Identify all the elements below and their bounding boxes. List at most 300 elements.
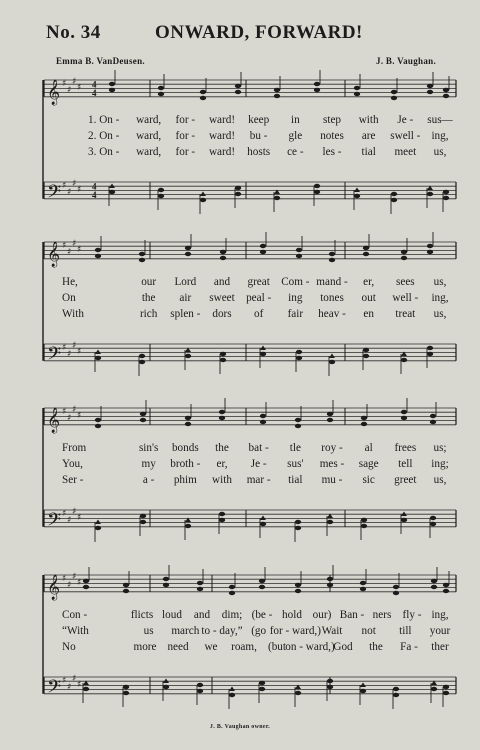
note-head	[443, 94, 449, 98]
lyric-syllable: and	[213, 276, 231, 288]
copyright-footer: J. B. Vaughan owner.	[209, 724, 271, 730]
svg-text:♯: ♯	[67, 85, 72, 96]
lyric-syllable: more	[133, 641, 157, 653]
lyric-syllable: of	[253, 308, 264, 320]
note-head	[220, 256, 226, 260]
verse-line-3	[0, 641, 480, 655]
note-head	[329, 252, 335, 256]
note-head	[235, 186, 241, 190]
note-head	[327, 418, 333, 422]
svg-text:♯: ♯	[67, 515, 72, 526]
note-head	[363, 354, 369, 358]
note-head	[219, 518, 225, 522]
lyric-syllable: ce -	[287, 146, 304, 158]
note-head	[443, 196, 449, 200]
music-system	[0, 565, 480, 713]
lyric-block	[0, 114, 480, 162]
note-head	[220, 358, 226, 362]
lyric-syllable: Fa -	[400, 641, 418, 653]
lyric-syllable: al	[364, 442, 373, 454]
note-head	[443, 685, 449, 689]
note-head	[314, 184, 320, 188]
lyric-syllable: a -	[142, 474, 155, 486]
lyric-syllable: the	[215, 442, 229, 454]
shape-note	[229, 687, 235, 692]
note-head	[295, 424, 301, 428]
svg-text:♯: ♯	[62, 241, 67, 251]
verse-line-3	[0, 308, 480, 322]
note-head	[109, 88, 115, 92]
lyric-syllable: to - day,”	[201, 625, 243, 637]
note-head	[163, 583, 169, 587]
lyric-syllable: 1. On -	[88, 114, 120, 126]
lyric-syllable: frees	[394, 442, 417, 454]
note-head	[95, 248, 101, 252]
svg-text:𝄞: 𝄞	[47, 574, 61, 600]
svg-text:𝄢: 𝄢	[47, 509, 62, 535]
music-system	[0, 70, 480, 218]
lyric-syllable: are	[361, 130, 376, 142]
lyric-syllable: splen -	[170, 308, 201, 320]
note-head	[354, 194, 360, 198]
verse-line-2	[0, 625, 480, 639]
note-head	[140, 412, 146, 416]
note-head	[354, 92, 360, 96]
lyric-syllable: heav -	[318, 308, 346, 320]
lyric-syllable: 3. On -	[88, 146, 120, 158]
svg-text:♯: ♯	[67, 247, 72, 258]
note-head	[229, 693, 235, 697]
lyric-syllable: ward,	[136, 130, 162, 142]
note-head	[427, 244, 433, 248]
note-head	[185, 354, 191, 358]
svg-text:♯: ♯	[77, 347, 82, 358]
note-head	[327, 412, 333, 416]
note-head	[327, 679, 333, 683]
note-head	[139, 354, 145, 358]
svg-text:♯: ♯	[72, 404, 77, 415]
lyric-syllable: 2. On -	[88, 130, 120, 142]
note-head	[361, 416, 367, 420]
lyric-syllable: dors	[212, 308, 232, 320]
lyric-syllable: air	[179, 292, 192, 304]
note-head	[163, 577, 169, 581]
svg-text:𝄢: 𝄢	[47, 676, 62, 702]
note-head	[427, 90, 433, 94]
shape-note	[260, 516, 266, 521]
lyric-syllable: with	[358, 114, 379, 126]
note-head	[197, 587, 203, 591]
lyric-syllable: Ser -	[62, 474, 84, 486]
lyric-syllable: keep	[248, 114, 270, 126]
note-head	[430, 414, 436, 418]
note-head	[296, 350, 302, 354]
note-head	[295, 520, 301, 524]
note-head	[393, 585, 399, 589]
note-head	[123, 691, 129, 695]
lyric-syllable: Con -	[62, 609, 88, 621]
lyric-syllable: ing,	[431, 130, 449, 142]
lyric-syllable: treat	[395, 308, 416, 320]
lyric-syllable: mu -	[321, 474, 343, 486]
verse-line-1	[0, 442, 480, 456]
note-head	[314, 190, 320, 194]
lyric-syllable: From	[62, 442, 87, 454]
note-head	[296, 356, 302, 360]
note-head	[401, 518, 407, 522]
lyric-syllable: the	[369, 641, 383, 653]
lyric-syllable: ing,	[431, 292, 449, 304]
note-head	[83, 579, 89, 583]
note-head	[139, 360, 145, 364]
verse-line-1	[0, 276, 480, 290]
note-head	[220, 352, 226, 356]
svg-text:♯: ♯	[62, 181, 67, 191]
note-head	[235, 192, 241, 196]
shape-note	[95, 350, 101, 355]
svg-text:♯: ♯	[62, 509, 67, 519]
note-head	[200, 90, 206, 94]
lyric-syllable: we	[204, 641, 218, 653]
note-head	[391, 198, 397, 202]
treble-time-sig-top: 4	[92, 79, 97, 90]
lyric-syllable: us;	[433, 442, 447, 454]
svg-text:♯: ♯	[72, 178, 77, 189]
note-head	[327, 577, 333, 581]
verse-line-2	[0, 130, 480, 144]
note-head	[197, 689, 203, 693]
svg-text:♯: ♯	[77, 513, 82, 524]
note-head	[295, 526, 301, 530]
svg-text:𝄞: 𝄞	[47, 79, 61, 105]
note-head	[274, 94, 280, 98]
note-head	[260, 414, 266, 418]
note-head	[295, 418, 301, 422]
note-head	[430, 516, 436, 520]
note-head	[391, 192, 397, 196]
lyric-syllable: greet	[394, 474, 417, 486]
bass-time-sig-bottom: 4	[92, 190, 97, 200]
verse-line-3	[0, 474, 480, 488]
shape-note	[200, 192, 206, 197]
note-head	[197, 581, 203, 585]
note-head	[443, 691, 449, 695]
lyric-syllable: ward!	[208, 146, 236, 158]
lyric-syllable: (but	[267, 641, 287, 653]
note-head	[363, 246, 369, 250]
note-head	[274, 196, 280, 200]
note-head	[296, 248, 302, 252]
svg-text:♯: ♯	[72, 506, 77, 517]
note-head	[363, 348, 369, 352]
verse-line-1	[0, 609, 480, 623]
lyric-syllable: sin's	[138, 442, 159, 454]
note-head	[393, 687, 399, 691]
lyric-syllable: tial	[288, 474, 303, 486]
note-head	[430, 522, 436, 526]
note-head	[295, 589, 301, 593]
note-head	[158, 188, 164, 192]
music-system	[0, 232, 480, 380]
lyric-syllable: Wait	[321, 625, 343, 637]
shape-note	[260, 346, 266, 351]
lyric-syllable: fly -	[402, 609, 422, 621]
lyric-syllable: Je -	[250, 458, 267, 470]
lyric-syllable: mes -	[319, 458, 345, 470]
note-head	[401, 256, 407, 260]
svg-text:♯: ♯	[72, 238, 77, 249]
svg-text:♯: ♯	[67, 349, 72, 360]
lyric-syllable: “With	[62, 625, 89, 637]
bass-staff	[44, 507, 456, 535]
lyric-syllable: loud	[162, 609, 182, 621]
lyric-syllable: bat -	[248, 442, 269, 454]
note-head	[140, 520, 146, 524]
note-head	[140, 514, 146, 518]
lyric-syllable: You,	[62, 458, 83, 470]
note-head	[360, 689, 366, 693]
lyric-syllable: on - ward,)	[285, 641, 335, 653]
note-head	[229, 585, 235, 589]
shape-note	[95, 520, 101, 525]
lyric-syllable: en	[363, 308, 374, 320]
note-head	[260, 420, 266, 424]
note-head	[401, 250, 407, 254]
lyric-syllable: hold	[282, 609, 302, 621]
lyric-syllable: er,	[363, 276, 375, 288]
note-head	[185, 416, 191, 420]
hymn-title: ONWARD, FORWARD!	[155, 22, 363, 43]
note-head	[260, 352, 266, 356]
note-head	[259, 585, 265, 589]
lyric-syllable: for - ward,)	[269, 625, 321, 637]
lyric-syllable: not	[361, 625, 376, 637]
svg-text:𝄢: 𝄢	[47, 343, 62, 369]
lyric-syllable: swell -	[390, 130, 421, 142]
lyric-syllable: us,	[433, 474, 447, 486]
lyric-syllable: sweet	[209, 292, 235, 304]
note-head	[185, 246, 191, 250]
note-head	[443, 88, 449, 92]
lyric-syllable: out	[361, 292, 376, 304]
svg-text:♯: ♯	[77, 411, 82, 422]
lyric-syllable: flicts	[130, 609, 154, 621]
note-head	[314, 88, 320, 92]
note-head	[220, 250, 226, 254]
shape-note	[401, 512, 407, 517]
note-group	[109, 70, 449, 100]
lyric-syllable: notes	[320, 130, 344, 142]
treble-time-sig-bottom: 4	[92, 88, 97, 98]
note-head	[260, 244, 266, 248]
note-head	[427, 192, 433, 196]
note-head	[139, 252, 145, 256]
note-head	[296, 254, 302, 258]
note-group	[95, 398, 436, 428]
lyric-syllable: mar -	[246, 474, 271, 486]
treble-staff	[44, 239, 456, 267]
lyric-syllable: broth -	[170, 458, 201, 470]
hymn-header	[0, 0, 480, 80]
lyric-syllable: sees	[396, 276, 415, 288]
lyric-syllable: us,	[433, 146, 447, 158]
lyric-syllable: ward!	[208, 130, 236, 142]
note-head	[235, 84, 241, 88]
note-head	[427, 84, 433, 88]
lyric-syllable: fair	[287, 308, 304, 320]
note-head	[329, 360, 335, 364]
lyric-syllable: my	[141, 458, 156, 470]
note-head	[219, 410, 225, 414]
note-head	[197, 683, 203, 687]
lyric-syllable: sic	[362, 474, 375, 486]
note-head	[83, 585, 89, 589]
note-head	[260, 522, 266, 526]
note-head	[327, 685, 333, 689]
lyric-syllable: peal -	[246, 292, 272, 304]
lyricist-credit: Emma B. VanDeusen.	[56, 56, 145, 66]
note-head	[158, 92, 164, 96]
lyric-syllable: He,	[62, 276, 78, 288]
note-head	[363, 252, 369, 256]
lyric-syllable: with	[212, 474, 232, 486]
svg-text:♯: ♯	[62, 79, 67, 89]
note-head	[259, 681, 265, 685]
note-head	[200, 96, 206, 100]
lyric-syllable: ing;	[431, 458, 449, 470]
svg-text:♯: ♯	[67, 413, 72, 424]
lyric-syllable: sage	[358, 458, 379, 470]
svg-text:♯: ♯	[67, 580, 72, 591]
svg-text:𝄢: 𝄢	[47, 181, 62, 207]
note-head	[185, 252, 191, 256]
note-head	[327, 583, 333, 587]
note-head	[401, 358, 407, 362]
shape-note	[354, 188, 360, 193]
lyric-syllable: Com -	[281, 276, 310, 288]
lyric-syllable: (be -	[251, 609, 273, 621]
lyric-syllable: les -	[322, 146, 342, 158]
lyric-syllable: roy -	[321, 442, 343, 454]
note-head	[329, 258, 335, 262]
note-head	[260, 250, 266, 254]
svg-text:♯: ♯	[62, 676, 67, 686]
lyric-syllable: ward,	[136, 114, 162, 126]
note-head	[229, 591, 235, 595]
lyric-syllable: for -	[175, 130, 196, 142]
treble-staff	[44, 405, 456, 433]
note-head	[219, 512, 225, 516]
note-head	[123, 589, 129, 593]
note-head	[391, 96, 397, 100]
note-head	[185, 422, 191, 426]
note-head	[443, 583, 449, 587]
lyric-syllable: tle	[289, 442, 301, 454]
note-head	[95, 418, 101, 422]
note-head	[295, 583, 301, 587]
composer-credit: J. B. Vaughan.	[376, 56, 436, 66]
lyric-syllable: till	[399, 625, 412, 637]
shape-note	[163, 679, 169, 684]
note-head	[427, 250, 433, 254]
note-head	[109, 190, 115, 194]
lyric-syllable: step	[322, 114, 342, 126]
note-head	[95, 254, 101, 258]
note-head	[391, 90, 397, 94]
lyric-syllable: march	[171, 625, 200, 637]
shape-note	[109, 184, 115, 189]
note-head	[430, 420, 436, 424]
svg-text:♯: ♯	[77, 83, 82, 94]
lyric-syllable: tell	[398, 458, 413, 470]
lyric-syllable: us,	[433, 308, 447, 320]
lyric-syllable: your	[429, 625, 451, 637]
lyric-block	[0, 609, 480, 657]
note-head	[235, 90, 241, 94]
note-head	[109, 82, 115, 86]
note-head	[443, 190, 449, 194]
lyric-syllable: (go	[251, 625, 267, 637]
note-head	[427, 352, 433, 356]
note-head	[427, 346, 433, 350]
lyric-block	[0, 442, 480, 490]
lyric-syllable: Ban -	[339, 609, 365, 621]
lyric-syllable: er,	[216, 458, 228, 470]
shape-note	[329, 354, 335, 359]
svg-text:♯: ♯	[72, 673, 77, 684]
note-group	[83, 565, 449, 595]
note-head	[158, 86, 164, 90]
note-head	[95, 424, 101, 428]
svg-text:♯: ♯	[67, 682, 72, 693]
bass-staff	[44, 341, 456, 369]
svg-text:♯: ♯	[72, 76, 77, 87]
svg-text:♯: ♯	[72, 340, 77, 351]
lyric-syllable: sus—	[427, 114, 453, 126]
lyric-syllable: the	[141, 292, 156, 304]
music-system	[0, 398, 480, 546]
note-head	[361, 518, 367, 522]
note-head	[274, 88, 280, 92]
note-head	[123, 685, 129, 689]
note-head	[200, 198, 206, 202]
lyric-syllable: bu -	[249, 130, 268, 142]
note-head	[83, 687, 89, 691]
note-head	[443, 589, 449, 593]
lyric-syllable: ward!	[208, 114, 236, 126]
lyric-syllable: ward,	[136, 146, 162, 158]
lyric-syllable: phim	[173, 474, 197, 486]
lyric-syllable: tones	[320, 292, 344, 304]
lyric-syllable: God	[333, 641, 353, 653]
lyric-syllable: On	[62, 292, 76, 304]
note-head	[431, 585, 437, 589]
note-head	[219, 416, 225, 420]
bass-time-sig-top: 4	[92, 181, 97, 192]
verse-line-2	[0, 458, 480, 472]
lyric-syllable: hosts	[247, 146, 271, 158]
lyric-syllable: ners	[372, 609, 392, 621]
svg-text:♯: ♯	[62, 343, 67, 353]
lyric-syllable: ing,	[431, 609, 449, 621]
lyric-syllable: tial	[361, 146, 376, 158]
note-head	[140, 418, 146, 422]
note-head	[123, 583, 129, 587]
lyric-syllable: dim;	[221, 609, 243, 621]
lyric-syllable: mand -	[316, 276, 348, 288]
note-head	[360, 581, 366, 585]
lyric-syllable: roam,	[231, 641, 257, 653]
